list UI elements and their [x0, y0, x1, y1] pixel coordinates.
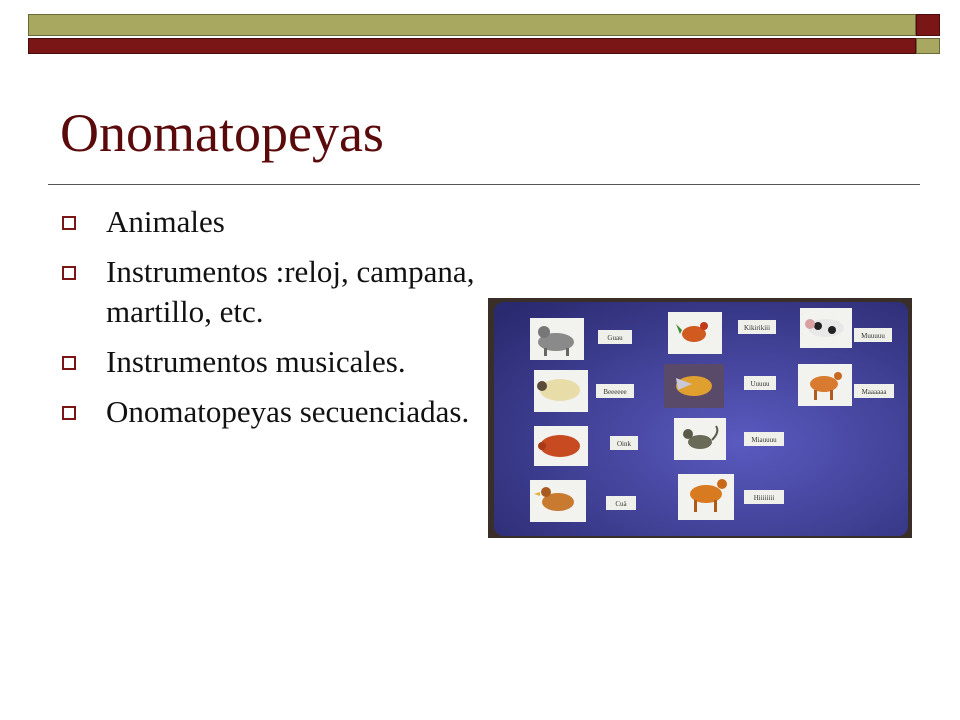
bullet-item [62, 392, 482, 432]
title-divider [48, 184, 920, 185]
olive-square [916, 38, 940, 54]
maroon-stripe [28, 38, 916, 54]
bullet-text: Instrumentos :reloj, campana, martillo, etc. [106, 254, 475, 329]
bullet-item [62, 202, 482, 242]
photo-label: Hiiiiiiii [753, 494, 775, 502]
slide-title: Onomatopeyas [60, 103, 384, 163]
photo-label: Beeeeee [603, 388, 627, 396]
photo-label: Cuà [615, 500, 627, 508]
top-decoration-band [28, 14, 942, 56]
bird-icon [676, 376, 712, 396]
photo-label: Oink [617, 440, 631, 448]
board-photo [488, 298, 912, 538]
photo-label: Maaaaaa [861, 388, 887, 396]
photo-label: Uuuuu [750, 380, 770, 388]
square-bullet-icon [62, 406, 76, 420]
bullet-list [62, 202, 482, 442]
bullet-item [62, 342, 482, 382]
bullet-text: Animales [106, 204, 225, 239]
board-photo-image [488, 298, 912, 538]
photo-label: Kikirikiii [743, 324, 771, 332]
photo-label: Miauuuu [751, 436, 777, 444]
photo-label: Guau [607, 334, 623, 342]
maroon-square [916, 14, 940, 36]
square-bullet-icon [62, 216, 76, 230]
bullet-text: Instrumentos musicales. [106, 344, 406, 379]
photo-label: Muuuuu [861, 332, 885, 340]
bullet-item [62, 252, 482, 332]
square-bullet-icon [62, 356, 76, 370]
olive-stripe [28, 14, 916, 36]
square-bullet-icon [62, 266, 76, 280]
bullet-text: Onomatopeyas secuenciadas. [106, 394, 470, 429]
